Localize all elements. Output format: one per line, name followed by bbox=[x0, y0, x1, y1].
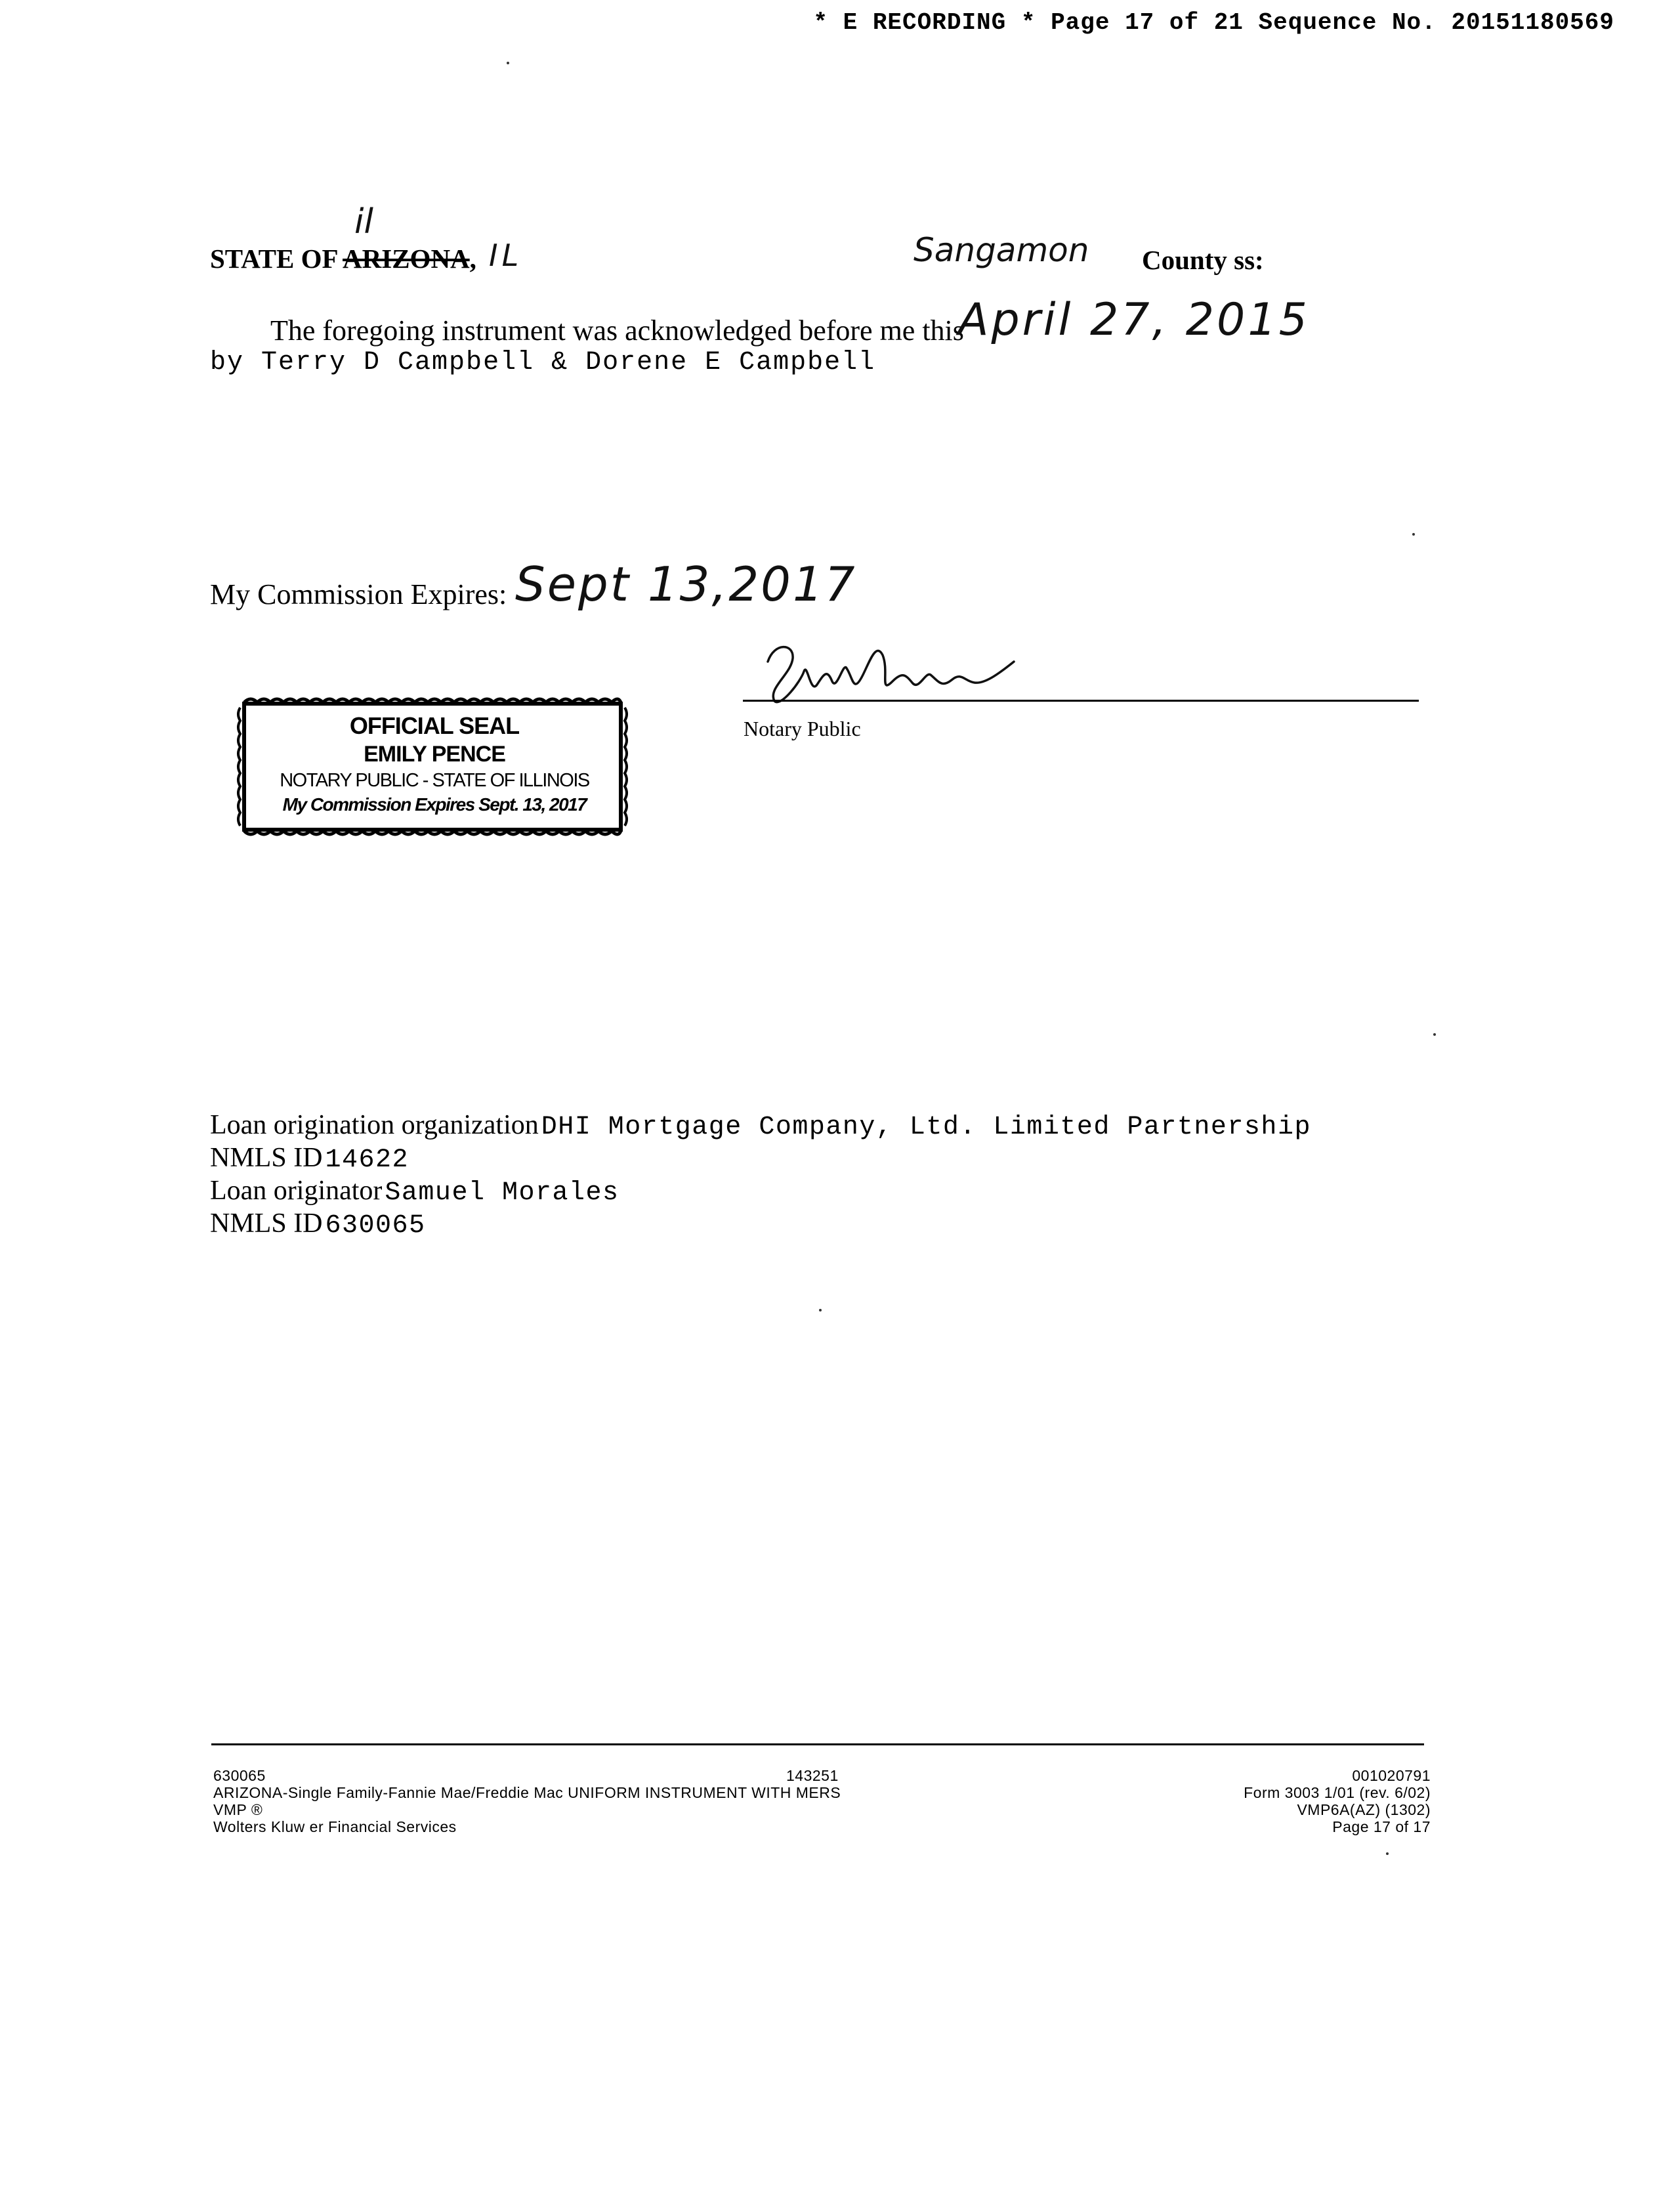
footer-right-line: VMP6A(AZ) (1302) bbox=[1297, 1801, 1431, 1818]
county-label: County ss: bbox=[1142, 245, 1264, 275]
loan-originator-nmls bbox=[210, 1208, 426, 1241]
state-handwritten: IL bbox=[489, 238, 523, 273]
county-handwritten: Sangamon bbox=[914, 231, 1089, 269]
seal-notary-state: NOTARY PUBLIC - STATE OF ILLINOIS bbox=[280, 770, 589, 791]
seal-title: OFFICIAL SEAL bbox=[349, 712, 520, 739]
loan-origination-organization bbox=[210, 1109, 1311, 1142]
footer-left-line: ARIZONA-Single Family-Fannie Mae/Freddie Mac UNIFORM INSTRUMENT WITH MERS bbox=[213, 1784, 841, 1801]
acknowledgment-text: The foregoing instrument was acknowledged before me this bbox=[270, 314, 964, 347]
loan-originator bbox=[210, 1175, 619, 1208]
loan-org-label: Loan origination organization bbox=[210, 1110, 539, 1140]
loan-originator-nmls-value: 630065 bbox=[325, 1211, 426, 1241]
acknowledgment-date-handwritten: April 27, 2015 bbox=[958, 294, 1310, 346]
state-struck-text: ARIZONA bbox=[343, 244, 470, 274]
footer-right bbox=[1244, 1767, 1431, 1835]
scan-speck bbox=[1433, 1033, 1436, 1036]
scan-speck bbox=[1386, 1852, 1389, 1855]
loan-originator-value: Samuel Morales bbox=[385, 1178, 620, 1208]
footer-left-line: Wolters Kluw er Financial Services bbox=[213, 1818, 457, 1835]
state-label: STATE OF bbox=[210, 244, 338, 274]
scan-speck bbox=[819, 1309, 822, 1311]
loan-originator-label: Loan originator bbox=[210, 1176, 383, 1206]
commission-date-handwritten: Sept 13,2017 bbox=[515, 557, 857, 612]
footer-right-line: Page 17 of 17 bbox=[1332, 1818, 1431, 1835]
seal-expiration: My Commission Expires Sept. 13, 2017 bbox=[282, 794, 587, 815]
official-seal-text bbox=[252, 712, 617, 817]
footer-left-line: 630065 bbox=[213, 1767, 266, 1784]
recording-header: * E RECORDING * Page 17 of 21 Sequence No. 20151180569 bbox=[813, 9, 1614, 36]
loan-org-nmls-label: NMLS ID bbox=[210, 1143, 323, 1173]
loan-org-value: DHI Mortgage Company, Ltd. Limited Partnership bbox=[541, 1113, 1311, 1142]
state-line bbox=[210, 243, 476, 274]
footer-middle: 143251 bbox=[786, 1767, 839, 1784]
footer-right-line: 001020791 bbox=[1352, 1767, 1431, 1784]
state-handwritten-correction: il bbox=[354, 202, 373, 242]
notary-signature bbox=[755, 635, 1017, 714]
footer-left bbox=[213, 1767, 841, 1835]
footer-rule bbox=[211, 1743, 1424, 1745]
state-separator: , bbox=[469, 244, 476, 274]
acknowledgment-by: by Terry D Campbell & Dorene E Campbell bbox=[210, 348, 876, 377]
footer-left-line: VMP ® bbox=[213, 1801, 263, 1818]
loan-org-nmls-value: 14622 bbox=[325, 1145, 410, 1175]
scan-speck bbox=[507, 62, 509, 64]
notary-public-label: Notary Public bbox=[744, 717, 861, 740]
scan-speck bbox=[1412, 533, 1415, 536]
seal-notary-name: EMILY PENCE bbox=[364, 742, 505, 767]
loan-originator-nmls-label: NMLS ID bbox=[210, 1208, 323, 1239]
commission-label: My Commission Expires: bbox=[210, 578, 507, 610]
loan-org-nmls bbox=[210, 1142, 409, 1175]
footer-right-line: Form 3003 1/01 (rev. 6/02) bbox=[1244, 1784, 1431, 1801]
signature-line bbox=[743, 700, 1419, 702]
